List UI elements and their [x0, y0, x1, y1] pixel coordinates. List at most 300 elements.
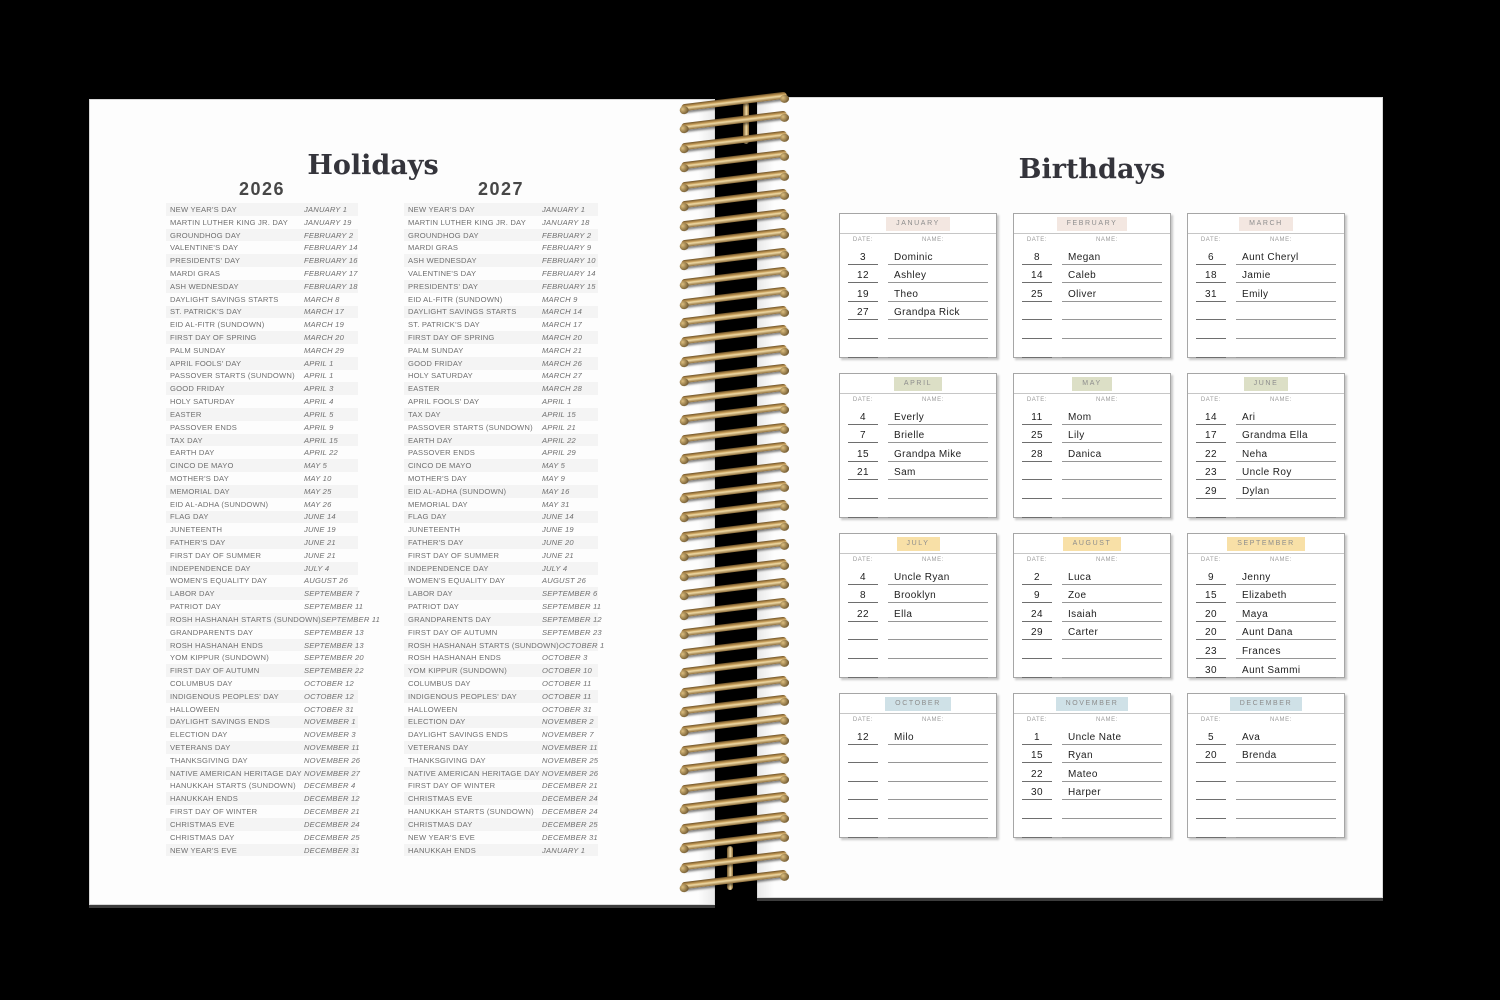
- column-labels: [840, 714, 996, 726]
- holiday-date: APRIL 1: [542, 397, 572, 407]
- holiday-date: NOVEMBER 25: [542, 755, 599, 765]
- birthday-row: [1188, 800, 1344, 819]
- birthday-name: Luca: [1062, 572, 1162, 585]
- holiday-name: FIRST DAY OF SPRING: [170, 333, 257, 343]
- holiday-date: JANUARY 1: [542, 845, 586, 855]
- holiday-row: [166, 677, 358, 690]
- holiday-name: TAX DAY: [170, 435, 203, 445]
- birthday-date: 15: [1196, 590, 1226, 603]
- birthday-card-august: [1013, 533, 1171, 678]
- month-header: [1188, 694, 1344, 714]
- birthday-row: [1014, 800, 1170, 819]
- holiday-name: YOM KIPPUR (SUNDOWN): [408, 666, 507, 676]
- holiday-name: JUNETEENTH: [408, 525, 461, 535]
- holiday-row: [166, 280, 358, 293]
- holiday-date: JUNE 21: [542, 550, 574, 560]
- birthday-name: [1062, 676, 1162, 678]
- holiday-date: JUNE 19: [304, 525, 336, 535]
- holiday-date: MAY 5: [304, 461, 328, 471]
- holiday-date: MARCH 27: [542, 371, 582, 381]
- date-label: DATE:: [1200, 557, 1222, 563]
- spiral-coil: [681, 695, 787, 715]
- spiral-coil: [681, 714, 787, 734]
- birthday-name: [888, 497, 988, 499]
- spiral-coil: [681, 656, 787, 676]
- birthday-row: [840, 246, 996, 265]
- holiday-name: DAYLIGHT SAVINGS STARTS: [408, 307, 517, 317]
- month-header: [1188, 534, 1344, 554]
- holiday-name: JUNETEENTH: [170, 525, 223, 535]
- holiday-date: JUNE 21: [304, 550, 336, 560]
- birthday-row: [840, 782, 996, 801]
- holiday-date: MARCH 21: [542, 345, 582, 355]
- holiday-date: MAY 9: [542, 473, 566, 483]
- holiday-name: ROSH HASHANAH ENDS: [170, 640, 264, 650]
- holiday-name: THANKSGIVING DAY: [408, 755, 486, 765]
- holiday-name: ROSH HASHANAH STARTS (SUNDOWN): [408, 640, 559, 650]
- date-label: DATE:: [852, 717, 874, 723]
- holiday-name: FIRST DAY OF SPRING: [408, 333, 495, 343]
- birthday-name: [1062, 657, 1162, 659]
- birthday-row: [1014, 320, 1170, 339]
- holiday-name: PASSOVER STARTS (SUNDOWN): [170, 371, 295, 381]
- birthday-row: [840, 726, 996, 745]
- name-label: NAME:: [1269, 717, 1292, 723]
- holiday-row: [404, 459, 598, 472]
- holiday-date: MARCH 20: [304, 333, 344, 343]
- birthday-date: 20: [1196, 750, 1226, 763]
- holiday-date: MARCH 26: [542, 358, 582, 368]
- holiday-date: APRIL 21: [542, 422, 576, 432]
- holiday-name: CINCO DE MAYO: [408, 461, 472, 471]
- birthday-date: [1022, 836, 1052, 838]
- spiral-coil: [681, 208, 787, 228]
- birthday-date: [848, 780, 878, 782]
- spiral-coil: [681, 481, 787, 501]
- holiday-name: GROUNDHOG DAY: [408, 230, 479, 240]
- holiday-name: PRESIDENTS' DAY: [408, 281, 479, 291]
- spiral-coil: [681, 442, 787, 462]
- holiday-name: DAYLIGHT SAVINGS ENDS: [408, 730, 508, 740]
- birthday-date: 2: [1022, 572, 1052, 585]
- holiday-name: CHRISTMAS DAY: [408, 819, 473, 829]
- holiday-name: MEMORIAL DAY: [408, 499, 468, 509]
- birthday-date: 15: [1022, 750, 1052, 763]
- birthday-row: [840, 640, 996, 659]
- holiday-row: [404, 754, 598, 767]
- spiral-coil: [681, 150, 787, 170]
- spiral-coil: [681, 189, 787, 209]
- holiday-name: CHRISTMAS DAY: [170, 832, 235, 842]
- holiday-name: FIRST DAY OF AUTUMN: [408, 627, 498, 637]
- holiday-date: NOVEMBER 3: [304, 730, 356, 740]
- month-label: JANUARY: [886, 217, 950, 231]
- holiday-date: DECEMBER 4: [304, 781, 356, 791]
- holiday-date: SEPTEMBER 20: [304, 653, 364, 663]
- holiday-name: CHRISTMAS EVE: [408, 794, 473, 804]
- left-page: [89, 99, 715, 905]
- birthday-date: [848, 817, 878, 819]
- holiday-date: NOVEMBER 11: [542, 743, 598, 753]
- birthday-name: [888, 798, 988, 800]
- birthday-row: [1188, 443, 1344, 462]
- month-header: [1188, 214, 1344, 234]
- holiday-date: DECEMBER 24: [542, 807, 598, 817]
- holiday-row: [404, 587, 598, 600]
- holiday-name: VETERANS DAY: [170, 743, 231, 753]
- holiday-row: [404, 395, 598, 408]
- holiday-date: APRIL 1: [304, 371, 334, 381]
- holiday-row: [404, 703, 598, 716]
- date-label: DATE:: [1200, 237, 1222, 243]
- birthday-row: [1188, 265, 1344, 284]
- column-labels: [840, 554, 996, 566]
- date-label: DATE:: [1026, 397, 1048, 403]
- holiday-date: OCTOBER 11: [542, 691, 592, 701]
- spiral-coil: [681, 286, 787, 306]
- holiday-name: FIRST DAY OF WINTER: [408, 781, 496, 791]
- spiral-coil: [681, 870, 787, 890]
- column-labels: [1188, 554, 1344, 566]
- holiday-row: [404, 536, 598, 549]
- birthday-name: [1236, 836, 1336, 838]
- spiral-coil: [681, 228, 787, 248]
- birthday-name: [1236, 817, 1336, 819]
- holiday-date: JANUARY 18: [542, 217, 590, 227]
- holiday-name: ROSH HASHANAH STARTS (SUNDOWN): [170, 614, 321, 624]
- month-label: OCTOBER: [885, 697, 951, 711]
- holiday-row: [404, 549, 598, 562]
- holiday-row: [166, 523, 358, 536]
- holiday-name: MARTIN LUTHER KING JR. DAY: [408, 217, 526, 227]
- holiday-row: [404, 844, 598, 857]
- birthday-date: 30: [1196, 665, 1226, 678]
- birthday-name: Uncle Ryan: [888, 572, 988, 585]
- holiday-date: DECEMBER 24: [304, 819, 360, 829]
- holiday-row: [404, 716, 598, 729]
- birthday-date: [1022, 337, 1052, 339]
- birthday-name: Mom: [1062, 412, 1162, 425]
- birthday-row: [1014, 622, 1170, 641]
- month-label: AUGUST: [1063, 537, 1122, 551]
- birthday-card-may: [1013, 373, 1171, 518]
- holiday-row: [166, 318, 358, 331]
- holiday-row: [166, 741, 358, 754]
- holiday-date: NOVEMBER 2: [542, 717, 594, 727]
- birthday-name: Danica: [1062, 449, 1162, 462]
- holiday-date: FEBRUARY 14: [542, 268, 596, 278]
- holiday-row: [166, 780, 358, 793]
- holiday-name: HALLOWEEN: [408, 704, 458, 714]
- birthday-name: Brielle: [888, 430, 988, 443]
- holiday-name: ELECTION DAY: [170, 730, 228, 740]
- holiday-name: MARDI GRAS: [408, 243, 459, 253]
- column-labels: [840, 234, 996, 246]
- holiday-name: GOOD FRIDAY: [170, 384, 225, 394]
- birthday-date: 3: [848, 252, 878, 265]
- holiday-date: NOVEMBER 7: [542, 730, 594, 740]
- holiday-date: NOVEMBER 26: [304, 755, 361, 765]
- birthday-date: 22: [1022, 769, 1052, 782]
- birthday-row: [1188, 246, 1344, 265]
- birthday-date: 24: [1022, 609, 1052, 622]
- birthday-date: [1022, 516, 1052, 518]
- birthday-name: Everly: [888, 412, 988, 425]
- holiday-date: FEBRUARY 2: [542, 230, 592, 240]
- spiral-coil: [681, 169, 787, 189]
- holiday-row: [404, 421, 598, 434]
- holiday-name: FLAG DAY: [408, 512, 447, 522]
- birthday-card-october: [839, 693, 997, 838]
- holiday-row: [404, 280, 598, 293]
- birthday-name: Theo: [888, 289, 988, 302]
- holiday-date: FEBRUARY 17: [304, 268, 358, 278]
- birthday-date: 31: [1196, 289, 1226, 302]
- birthday-row: [1014, 406, 1170, 425]
- holiday-row: [404, 511, 598, 524]
- holiday-name: EARTH DAY: [408, 435, 453, 445]
- holiday-date: NOVEMBER 1: [304, 717, 356, 727]
- birthday-row: [1014, 425, 1170, 444]
- birthday-date: [848, 761, 878, 763]
- holiday-name: MARTIN LUTHER KING JR. DAY: [170, 217, 288, 227]
- birthday-row: [1188, 462, 1344, 481]
- birthday-date: [848, 638, 878, 640]
- birthday-row: [1014, 246, 1170, 265]
- birthday-card-july: [839, 533, 997, 678]
- spiral-coil: [681, 558, 787, 578]
- holiday-name: HANUKKAH STARTS (SUNDOWN): [170, 781, 296, 791]
- holiday-date: FEBRUARY 10: [542, 256, 596, 266]
- holiday-name: ELECTION DAY: [408, 717, 466, 727]
- spiral-coil: [681, 267, 787, 287]
- holiday-date: APRIL 29: [542, 448, 576, 458]
- birthday-name: [888, 657, 988, 659]
- birthday-row: [1188, 499, 1344, 518]
- holiday-row: [166, 626, 364, 639]
- holiday-date: MARCH 8: [304, 294, 340, 304]
- spiral-coil: [681, 811, 787, 831]
- holiday-name: FLAG DAY: [170, 512, 209, 522]
- birthday-row: [1014, 745, 1170, 764]
- holiday-name: HANUKKAH ENDS: [408, 845, 477, 855]
- birthday-date: 25: [1022, 430, 1052, 443]
- holiday-date: AUGUST 26: [304, 576, 348, 586]
- holiday-name: PATRIOT DAY: [170, 602, 222, 612]
- birthday-date: [1196, 318, 1226, 320]
- holiday-row: [404, 805, 598, 818]
- holiday-name: VALENTINE'S DAY: [170, 243, 239, 253]
- holiday-name: HANUKKAH ENDS: [170, 794, 239, 804]
- month-label: MAY: [1072, 377, 1111, 391]
- date-label: DATE:: [852, 557, 874, 563]
- birthday-row: [1188, 480, 1344, 499]
- birthday-date: 29: [1022, 627, 1052, 640]
- holiday-name: PASSOVER ENDS: [408, 448, 476, 458]
- birthday-date: [848, 836, 878, 838]
- holiday-row: [404, 639, 605, 652]
- birthday-name: [888, 761, 988, 763]
- holiday-row: [404, 446, 598, 459]
- holiday-date: JUNE 14: [542, 512, 574, 522]
- holiday-date: FEBRUARY 16: [304, 256, 358, 266]
- birthday-grid: [839, 213, 1345, 838]
- holiday-name: GRANDPARENTS DAY: [408, 614, 492, 624]
- birthday-row: [1014, 443, 1170, 462]
- birthday-name: Neha: [1236, 449, 1336, 462]
- holiday-date: FEBRUARY 18: [304, 281, 358, 291]
- birthday-name: Isaiah: [1062, 609, 1162, 622]
- holiday-date: OCTOBER 12: [304, 678, 354, 688]
- holiday-name: EASTER: [170, 409, 202, 419]
- month-header: [1014, 694, 1170, 714]
- holiday-row: [404, 741, 598, 754]
- holiday-date: DECEMBER 12: [304, 794, 360, 804]
- holiday-row: [404, 498, 598, 511]
- birthday-name: Ryan: [1062, 750, 1162, 763]
- birthday-row: [840, 462, 996, 481]
- birthday-name: [1062, 516, 1162, 518]
- holiday-row: [166, 408, 358, 421]
- spiral-coil: [681, 247, 787, 267]
- spiral-coil: [681, 753, 787, 773]
- birthday-card-january: [839, 213, 997, 358]
- birthday-date: 29: [1196, 486, 1226, 499]
- holiday-date: MARCH 19: [304, 320, 344, 330]
- holiday-name: FATHER'S DAY: [408, 538, 464, 548]
- holiday-date: JUNE 20: [542, 538, 574, 548]
- holiday-row: [404, 690, 598, 703]
- holiday-name: CHRISTMAS EVE: [170, 819, 235, 829]
- month-header: [1014, 374, 1170, 394]
- holiday-name: INDIGENOUS PEOPLES' DAY: [408, 691, 517, 701]
- birthday-name: [888, 676, 988, 678]
- holiday-row: [404, 382, 598, 395]
- birthday-row: [1188, 406, 1344, 425]
- holiday-row: [404, 728, 598, 741]
- holiday-name: WOMEN'S EQUALITY DAY: [170, 576, 268, 586]
- birthday-name: [1062, 817, 1162, 819]
- birthday-name: [1236, 780, 1336, 782]
- holiday-date: JULY 4: [304, 563, 330, 573]
- birthday-date: 19: [848, 289, 878, 302]
- holiday-date: JULY 4: [542, 563, 568, 573]
- birthday-name: Grandpa Mike: [888, 449, 988, 462]
- birthday-date: 14: [1022, 270, 1052, 283]
- birthday-name: [1062, 337, 1162, 339]
- birthday-name: [1062, 478, 1162, 480]
- spiral-binding: [681, 98, 787, 898]
- birthday-date: [1196, 817, 1226, 819]
- holiday-name: ASH WEDNESDAY: [408, 256, 477, 266]
- birthday-date: 23: [1196, 467, 1226, 480]
- holiday-date: SEPTEMBER 11: [320, 614, 381, 624]
- birthday-name: Aunt Sammi: [1236, 665, 1336, 678]
- holiday-name: GRANDPARENTS DAY: [170, 627, 254, 637]
- birthday-name: Elizabeth: [1236, 590, 1336, 603]
- name-label: NAME:: [1095, 237, 1118, 243]
- holiday-date: OCTOBER 10: [542, 666, 592, 676]
- birthday-date: [848, 356, 878, 358]
- birthday-row: [840, 622, 996, 641]
- holiday-date: DECEMBER 31: [542, 832, 598, 842]
- holiday-row: [166, 767, 361, 780]
- birthday-name: [888, 638, 988, 640]
- holiday-name: ST. PATRICK'S DAY: [170, 307, 242, 317]
- holiday-name: HOLY SATURDAY: [408, 371, 473, 381]
- spiral-coil: [681, 675, 787, 695]
- holiday-name: MOTHER'S DAY: [408, 473, 467, 483]
- name-label: NAME:: [921, 717, 944, 723]
- holiday-name: DAYLIGHT SAVINGS STARTS: [170, 294, 279, 304]
- birthday-row: [1188, 659, 1344, 678]
- holiday-name: EID AL-FITR (SUNDOWN): [408, 294, 503, 304]
- month-header: [840, 534, 996, 554]
- holiday-name: COLUMBUS DAY: [408, 678, 471, 688]
- birthday-date: 15: [848, 449, 878, 462]
- birthday-name: [1236, 337, 1336, 339]
- holiday-date: MARCH 29: [304, 345, 344, 355]
- holiday-date: APRIL 4: [304, 397, 334, 407]
- holiday-date: OCTOBER 31: [542, 704, 592, 714]
- birthday-name: Ashley: [888, 270, 988, 283]
- spiral-coil: [681, 578, 787, 598]
- month-label: SEPTEMBER: [1227, 537, 1305, 551]
- birthday-name: [1236, 798, 1336, 800]
- birthday-card-september: [1187, 533, 1345, 678]
- birthday-name: Carter: [1062, 627, 1162, 640]
- holiday-name: NATIVE AMERICAN HERITAGE DAY: [408, 768, 540, 778]
- date-label: DATE:: [1200, 717, 1222, 723]
- holiday-name: NEW YEAR'S EVE: [408, 832, 475, 842]
- birthday-name: Grandpa Rick: [888, 307, 988, 320]
- column-labels: [1014, 554, 1170, 566]
- holiday-row: [404, 626, 602, 639]
- birthday-row: [1014, 283, 1170, 302]
- holiday-row: [166, 651, 364, 664]
- spiral-coil: [681, 344, 787, 364]
- holiday-row: [166, 485, 358, 498]
- holiday-row: [166, 472, 358, 485]
- holiday-date: MAY 5: [542, 461, 566, 471]
- birthday-name: Grandma Ella: [1236, 430, 1336, 443]
- holiday-row: [166, 293, 358, 306]
- birthday-date: 30: [1022, 787, 1052, 800]
- birthday-date: 7: [848, 430, 878, 443]
- holiday-row: [166, 587, 358, 600]
- birthday-date: [1022, 497, 1052, 499]
- birthday-name: [888, 337, 988, 339]
- holiday-row: [404, 600, 602, 613]
- birthday-name: Mateo: [1062, 769, 1162, 782]
- holiday-name: FATHER'S DAY: [170, 538, 226, 548]
- name-label: NAME:: [1095, 557, 1118, 563]
- holiday-date: MARCH 17: [304, 307, 344, 317]
- holiday-row: [404, 523, 598, 536]
- birthday-name: [888, 356, 988, 358]
- holiday-date: APRIL 3: [304, 384, 334, 394]
- holiday-date: DECEMBER 21: [542, 781, 598, 791]
- birthday-row: [840, 406, 996, 425]
- holiday-date: JUNE 21: [304, 538, 336, 548]
- column-labels: [1014, 394, 1170, 406]
- holiday-row: [166, 421, 358, 434]
- holiday-date: MARCH 17: [542, 320, 582, 330]
- holiday-row: [166, 357, 358, 370]
- birthday-date: 6: [1196, 252, 1226, 265]
- holiday-date: SEPTEMBER 7: [304, 589, 360, 599]
- birthday-date: 12: [848, 270, 878, 283]
